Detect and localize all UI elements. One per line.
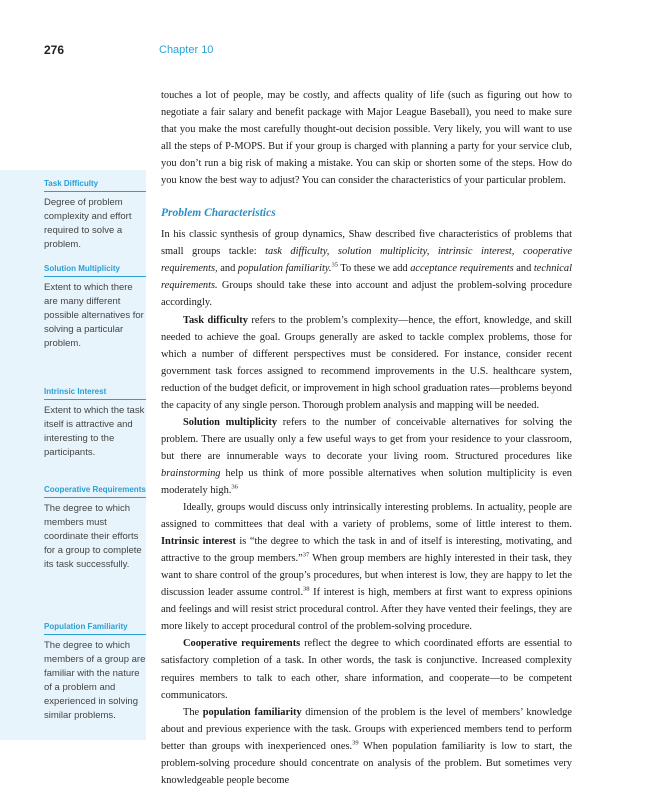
term-italic: technical requirements. [161,263,572,292]
page-number: 276 [44,43,65,57]
term-bold: Solution multiplicity [183,416,278,428]
term-italic: population familiarity. [237,263,332,275]
paragraph-text: When group members are highly interested in their task, they want to share control of the group’s procedures, but when interest is low, they are happy to let the discussion leader assume control. [161,553,573,599]
paragraph-text: and [513,263,534,275]
paragraph-text: refers to the number of conceivable alternatives for solving the problem. There are usually only a few useful ways to get from your residence to your classroom, but there are innumerable ways to decorate your living room. Structured procedures like [161,416,572,462]
main-text [161,87,572,789]
glossary-entry-population-familiarity [44,621,146,723]
footnote-ref: 35 [331,261,338,269]
paragraph-text: In his classic synthesis of group dynamics, Shaw described five characteristics of problems that small groups tackle: [161,229,572,258]
paragraph [161,414,572,499]
glossary-term: Task Difficulty [44,178,146,192]
paragraph-text: help us think of more possible alternatives when solution multiplicity is even moderately high. [161,467,572,496]
term-italic: task difficulty, solution multiplicity, intrinsic interest, cooperative requirements, [161,246,572,275]
term-bold: Intrinsic interest [161,536,236,548]
glossary-term: Solution Multiplicity [44,263,146,277]
glossary-term: Intrinsic Interest [44,386,146,400]
term-italic: acceptance requirements [410,263,514,275]
paragraph-text: touches a lot of people, may be costly, and affects quality of life (such as figuring out how to negotiate a fair salary and benefit package with Major League Baseball), you need to make sure that you make the most carefully thought-out decision possible. Very likely, you will want to use all the steps of P-MOPS. But if your group is charged with planning a party for your service club, you don’t run a big risk of making a mistake. You can skip or shorten some of the steps. How do you know the best way to adjust? You can consider the characteristics of your particular problem. [161,90,572,187]
paragraph-text: refers to the problem’s complexity—hence, the effort, knowledge, and skill needed to achieve the goal. Groups generally are asked to tackle complex problems, those for which a number of different perspectives must be considered. For instance, consider recent government task forces assigned to recommend improvements in the U.S. healthcare system, reduction of the budget deficit, or improvement in high school graduation rates—problems beyond the capacity of any single person. Thorough problem analysis and mapping will be needed. [161,314,572,411]
glossary-definition: Degree of problem complexity and effort required to solve a problem. [44,197,132,250]
chapter-label: Chapter 10 [159,44,214,56]
footnote-ref: 38 [303,585,310,593]
paragraph-text: To these we add [337,263,411,275]
footnote-ref: 39 [352,739,359,747]
paragraph [161,87,572,189]
term-bold: population familiarity [202,706,302,718]
glossary-definition: Extent to which the task itself is attractive and interesting to the participants. [44,405,145,458]
paragraph [161,226,572,311]
glossary-entry-intrinsic-interest [44,386,146,460]
paragraph-text: reflect the degree to which coordinated efforts are essential to satisfactory completion of a task. In other words, the task is conjunctive. Increased complexity requires members to talk to each other, share information, and cooperate—to be competent communicators. [161,638,572,701]
glossary-term: Population Familiarity [44,621,146,635]
footnote-ref: 36 [231,483,238,491]
footnote-ref: 37 [302,551,310,559]
glossary-definition: Extent to which there are many different possible alternatives for solving a particular problem. [44,282,144,349]
paragraph-text: dimension of the problem is the level of members’ knowledge about and previous experience with the task. Groups with experienced members tend to perform better than groups with inexperienced ones. [161,706,572,752]
glossary-definition: The degree to which members of a group are familiar with the nature of a problem and experienced in solving similar problems. [44,640,146,721]
paragraph-text: Groups should take these into account and adjust the problem-solving procedure accordingly. [161,280,572,309]
glossary-term: Cooperative Requirements [44,484,146,498]
term-italic: brainstorming [161,467,221,479]
paragraph-text: Ideally, groups would discuss only intrinsically interesting problems. In actuality, people are assigned to committees that deal with a variety of problems, some of little interest to them. [161,502,572,531]
paragraph-text: The [183,706,203,718]
paragraph-text: If interest is high, members at first want to express opinions and feelings and will resist strict procedural control. After they have vented their feelings, they are more likely to accept procedural control of the problem-solving procedure. [161,587,573,633]
section-heading: Problem Characteristics [161,207,276,220]
term-bold: Task difficulty [183,314,248,326]
term-bold: Cooperative requirements [183,638,301,650]
glossary-entry-solution-multiplicity [44,263,146,351]
glossary-entry-task-difficulty [44,178,146,252]
paragraph [161,499,572,635]
paragraph-text: is “the degree to which the task in and of itself is interesting, motivating, and attractive to the group members.” [161,536,572,565]
paragraph [161,312,572,414]
glossary-definition: The degree to which members must coordinate their efforts for a group to complete its task successfully. [44,503,142,570]
paragraph [161,704,572,789]
paragraph [161,635,572,703]
paragraph-text: and [217,263,238,275]
paragraph-text: When population familiarity is low to start, the problem-solving procedure should concentrate on analysis of the problem. But sometimes very knowledgeable people become [161,740,573,786]
glossary-entry-cooperative-requirements [44,484,146,572]
